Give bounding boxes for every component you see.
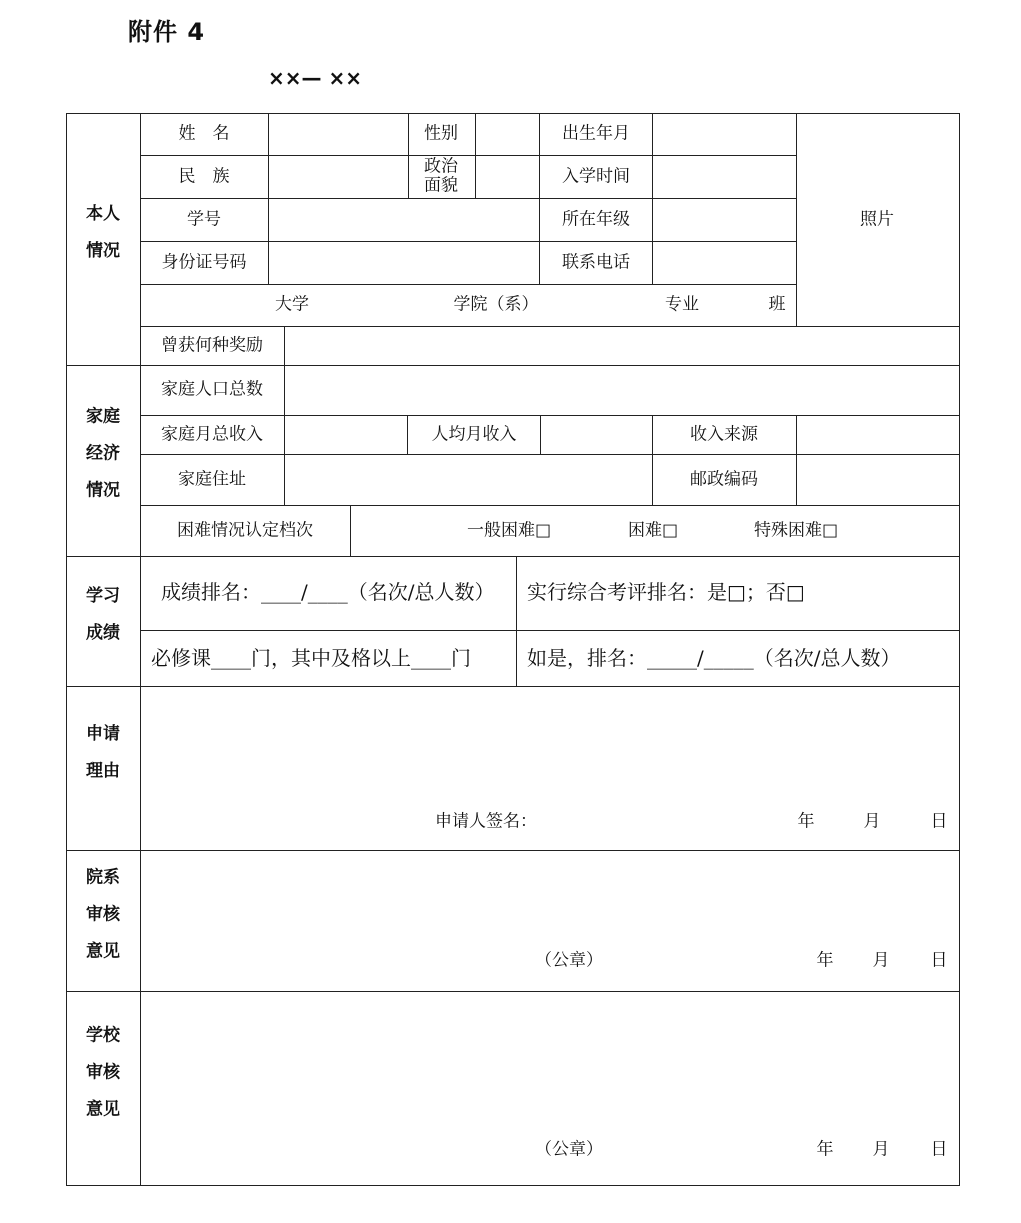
grade-rank-field[interactable]: 成绩排名：____/____（名次/总人数） [161, 580, 495, 604]
label-political-2: 面貌 [424, 175, 458, 196]
application-form [66, 113, 960, 1186]
school-day: 日 [930, 1139, 948, 1160]
label-class: 班 [768, 294, 786, 315]
section-line [66, 991, 960, 992]
col-line [268, 113, 269, 284]
label-phone: 联系电话 [562, 252, 630, 273]
form-subtitle: ××— ×× [268, 66, 362, 90]
row-line [140, 284, 796, 285]
section-school: 学校 审核 意见 [86, 1025, 120, 1120]
col-line [539, 113, 540, 284]
section-family: 家庭 经济 情况 [86, 406, 120, 501]
label-per-capita: 人均月收入 [431, 424, 517, 445]
label-awards: 曾获何种奖励 [161, 335, 263, 356]
row-line [140, 454, 960, 455]
dept-year: 年 [816, 950, 834, 971]
row-line [140, 241, 796, 242]
section-line [66, 686, 960, 687]
section-reason: 申请 理由 [86, 724, 120, 781]
row-line [140, 198, 796, 199]
row-line [140, 155, 796, 156]
section-dept: 院系 审核 意见 [86, 867, 120, 962]
col-line [652, 113, 653, 284]
dept-day: 日 [930, 950, 948, 971]
col-line [796, 415, 797, 505]
checkbox-difficult[interactable]: 困难□ [627, 520, 679, 541]
section-line [66, 365, 960, 366]
reason-year: 年 [797, 811, 815, 832]
checkbox-general[interactable]: 一般困难□ [466, 520, 552, 541]
label-university: 大学 [275, 294, 309, 315]
if-yes-rank-field[interactable]: 如是，排名：_____/_____（名次/总人数） [527, 646, 901, 670]
label-enroll: 入学时间 [562, 166, 630, 187]
section-divider [140, 113, 141, 1186]
comprehensive-rank-field[interactable]: 实行综合考评排名：是□；否□ [527, 580, 805, 604]
row-line [140, 326, 960, 327]
courses-field[interactable]: 必修课____门，其中及格以上____门 [151, 646, 471, 670]
col-line [350, 505, 351, 556]
label-political: 政治 [424, 156, 458, 177]
school-seal: （公章） [535, 1139, 603, 1160]
col-line [475, 113, 476, 198]
border-top [66, 113, 960, 114]
label-address: 家庭住址 [178, 469, 246, 490]
signature-label: 申请人签名： [435, 811, 537, 832]
school-year: 年 [816, 1139, 834, 1160]
col-line [540, 415, 541, 454]
col-line [796, 113, 797, 326]
label-postcode: 邮政编码 [690, 469, 758, 490]
col-line [652, 415, 653, 505]
label-population: 家庭人口总数 [161, 379, 263, 400]
col-line [284, 365, 285, 505]
row-line [140, 415, 960, 416]
label-income-source: 收入来源 [690, 424, 758, 445]
col-line [516, 556, 517, 686]
row-line [140, 630, 960, 631]
section-personal: 本人 情况 [86, 204, 120, 261]
section-line [66, 850, 960, 851]
dept-seal: （公章） [535, 950, 603, 971]
reason-day: 日 [930, 811, 948, 832]
col-line [407, 415, 408, 454]
checkbox-special[interactable]: 特殊困难□ [753, 520, 839, 541]
row-line [140, 505, 960, 506]
col-line [284, 326, 285, 365]
col-line [408, 113, 409, 198]
label-student-id: 学号 [187, 209, 221, 230]
label-name: 姓 名 [178, 123, 230, 144]
section-study: 学习 成绩 [86, 586, 120, 643]
attachment-label: 附件 4 [128, 18, 206, 46]
label-major: 专业 [665, 294, 699, 315]
label-birth: 出生年月 [562, 123, 630, 144]
school-month: 月 [872, 1139, 890, 1160]
label-college: 学院（系） [453, 294, 539, 315]
section-line [66, 556, 960, 557]
label-gender: 性别 [424, 123, 458, 144]
label-ethnicity: 民 族 [178, 166, 230, 187]
label-grade: 所在年级 [562, 209, 630, 230]
reason-month: 月 [863, 811, 881, 832]
photo-box: 照片 [860, 209, 894, 230]
label-difficulty-level: 困难情况认定档次 [177, 520, 313, 541]
label-id-number: 身份证号码 [161, 252, 247, 273]
border-right [959, 113, 960, 1186]
dept-month: 月 [872, 950, 890, 971]
label-monthly-income: 家庭月总收入 [161, 424, 263, 445]
border-bottom [66, 1185, 960, 1186]
